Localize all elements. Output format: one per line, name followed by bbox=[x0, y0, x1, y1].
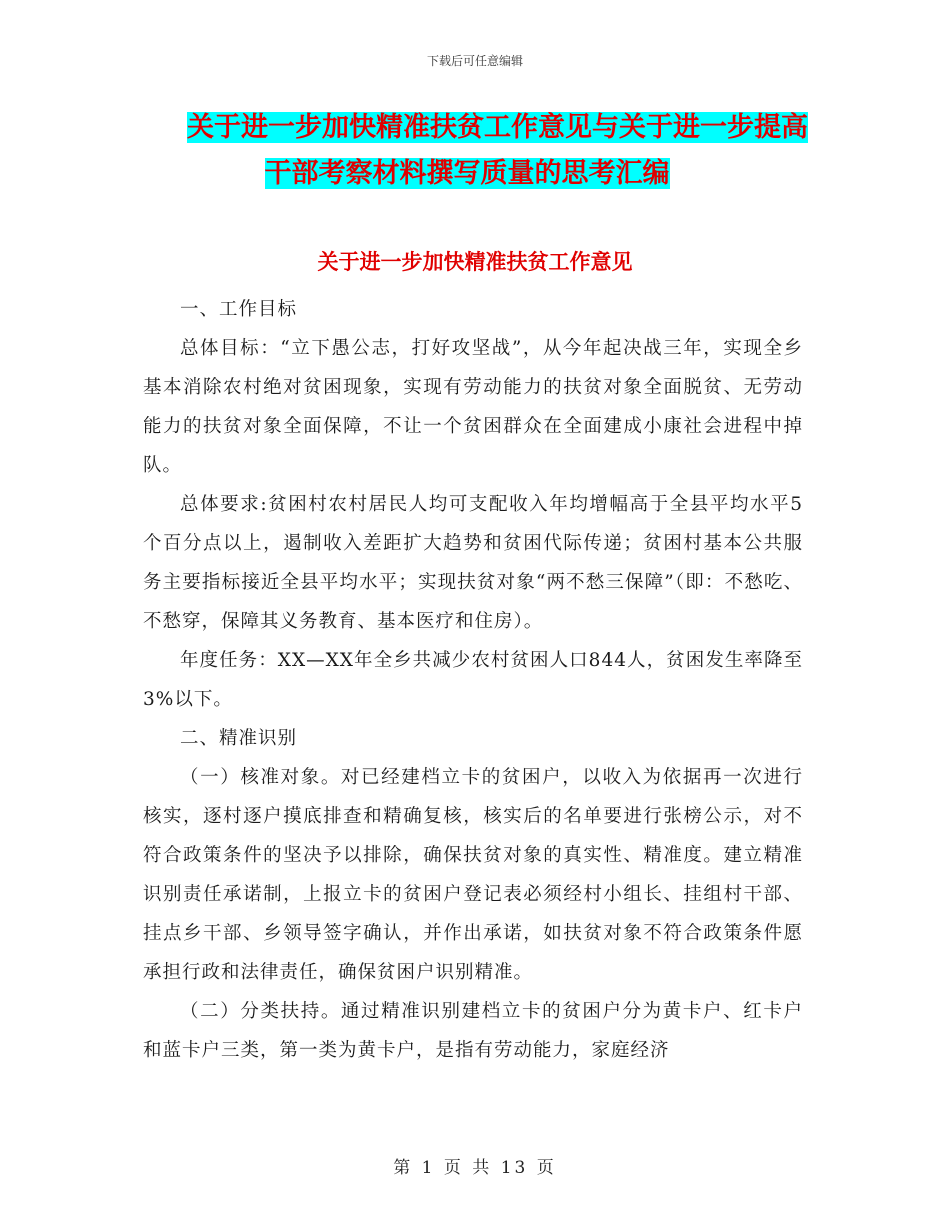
header-note: 下载后可任意编辑 bbox=[426, 54, 523, 68]
title-highlight-2: 干部考察材料撰写质量的思考汇编 bbox=[264, 158, 670, 189]
title-highlight-1: 关于进一步加快精准扶贫工作意见与关于进一步提高 bbox=[187, 112, 808, 143]
page-footer: 第 1 页 共 13 页 bbox=[393, 1158, 557, 1178]
paragraph-classified-support: （二）分类扶持。通过精准识别建档立卡的贫困户分为黄卡户、红卡户和蓝卡户三类，第一类为黄卡户，是指有劳动能力，家庭经济 bbox=[143, 1001, 803, 1061]
paragraph-verify-targets: （一）核准对象。对已经建档立卡的贫困户，以收入为依据再一次进行核实，逐村逐户摸底排查和精确复核，核实后的名单要进行张榜公示，对不符合政策条件的坚决予以排除，确保扶贫对象的真实性、精准度。建立精准识别责任承诺制，上报立卡的贫困户登记表必须经村小组长、挂组村干部、挂点乡干部、乡领导签字确认，并作出承诺，如扶贫对象不符合政策条件愿承担行政和法律责任，确保贫困户识别精准。 bbox=[143, 767, 803, 983]
heading-precise-identification: 二、精准识别 bbox=[180, 728, 298, 749]
document-title-line-2 bbox=[0, 154, 942, 194]
document-body bbox=[143, 290, 803, 1070]
document-title-line-1 bbox=[0, 108, 950, 148]
paragraph-annual-task: 年度任务：XX—XX年全乡共减少农村贫困人口844人，贫困发生率降至3%以下。 bbox=[143, 650, 803, 710]
heading-work-goals: 一、工作目标 bbox=[180, 299, 298, 320]
paragraph-overall-goal: 总体目标：“立下愚公志，打好攻坚战”，从今年起决战三年，实现全乡基本消除农村绝对贫困现象，实现有劳动能力的扶贫对象全面脱贫、无劳动能力的扶贫对象全面保障，不让一个贫困群众在全面建成小康社会进程中掉队。 bbox=[143, 338, 803, 476]
section-title: 关于进一步加快精准扶贫工作意见 bbox=[317, 250, 633, 274]
paragraph-overall-requirement: 总体要求:贫困村农村居民人均可支配收入年均增幅高于全县平均水平5个百分点以上，遏制收入差距扩大趋势和贫困代际传递；贫困村基本公共服务主要指标接近全县平均水平；实现扶贫对象“两不愁三保障”（即：不愁吃、不愁穿，保障其义务教育、基本医疗和住房）。 bbox=[143, 494, 803, 632]
